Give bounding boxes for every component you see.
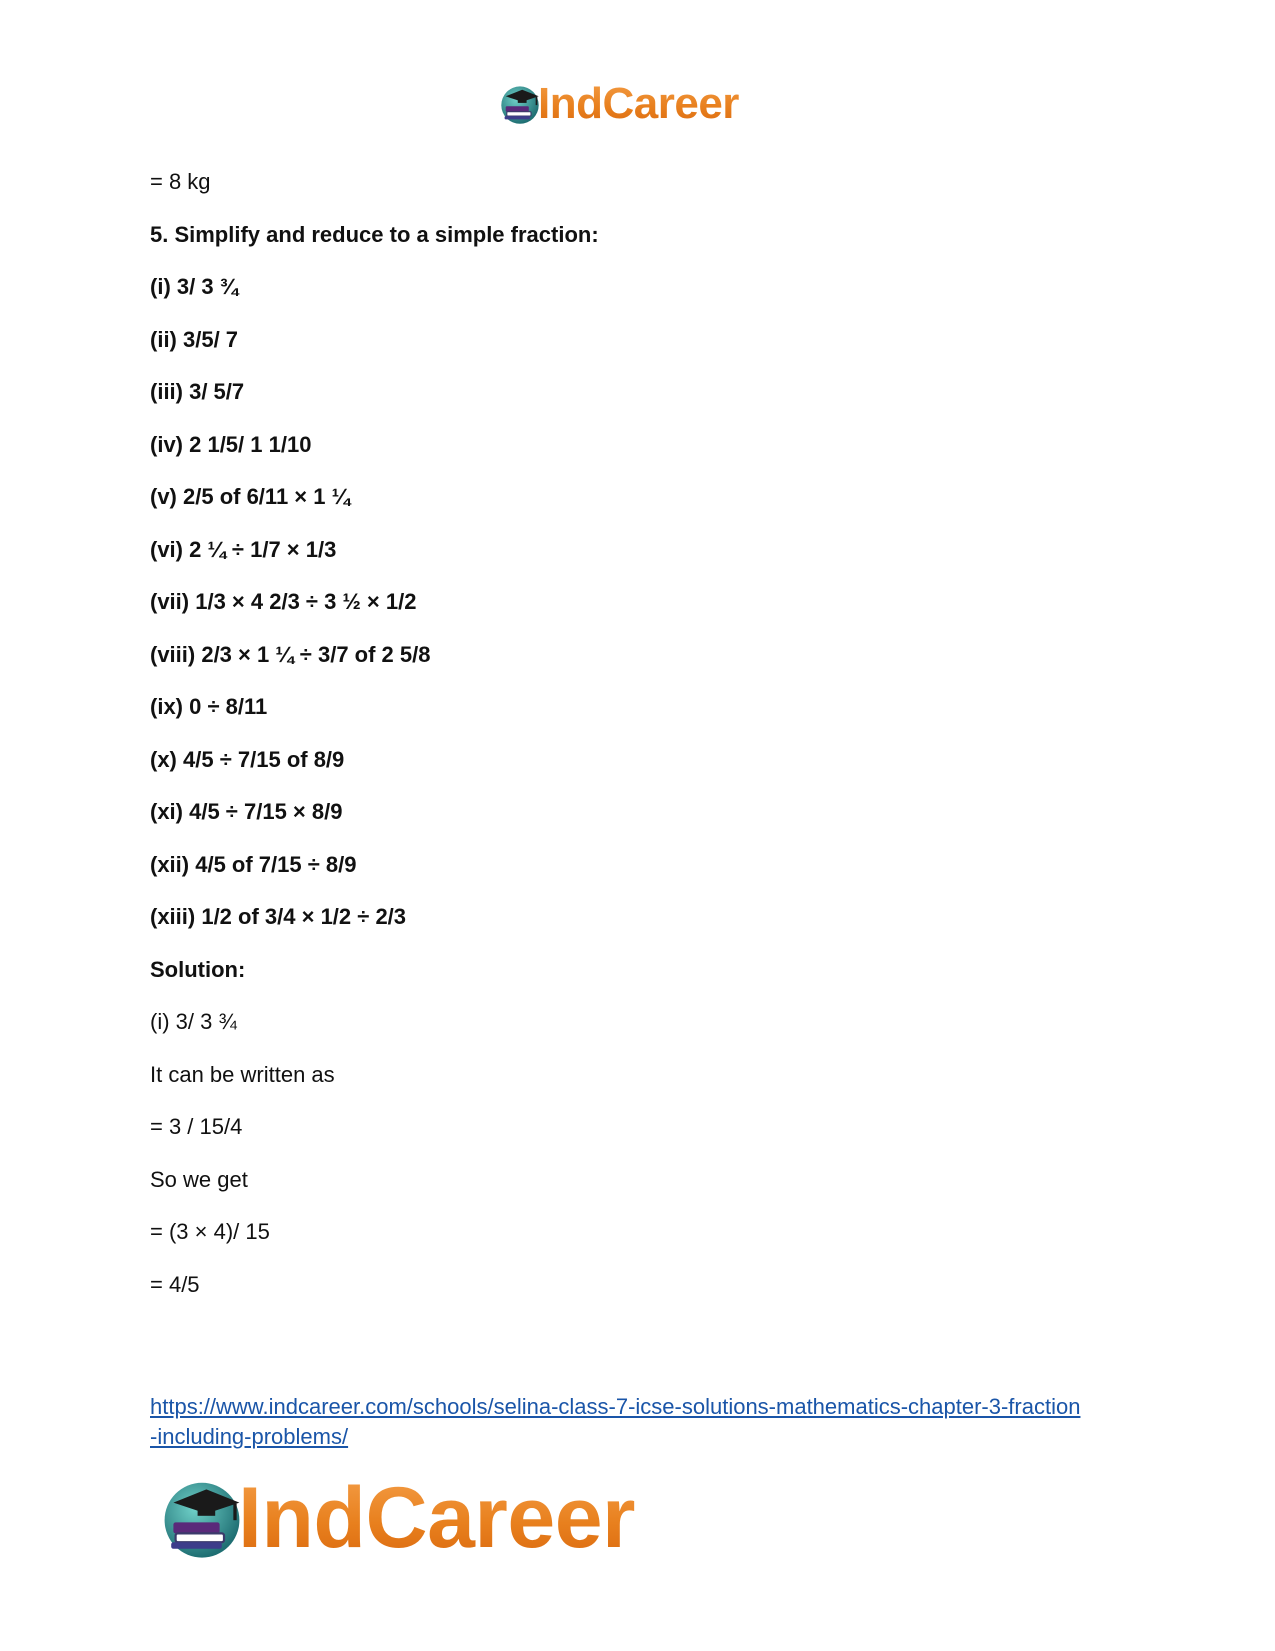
question-item: (xiii) 1/2 of 3/4 × 1/2 ÷ 2/3	[150, 904, 407, 929]
solution-heading: Solution:	[150, 957, 246, 982]
solution-line: = (3 × 4)/ 15	[150, 1219, 270, 1244]
question-item: (x) 4/5 ÷ 7/15 of 8/9	[150, 747, 345, 772]
source-link-line-1[interactable]: https://www.indcareer.com/schools/selina-class-7-icse-solutions-mathematics-chapter-3-fraction	[150, 1394, 1081, 1419]
question-item: (xii) 4/5 of 7/15 ÷ 8/9	[150, 852, 357, 877]
solution-line: = 4/5	[150, 1272, 200, 1297]
question-heading: 5. Simplify and reduce to a simple fraction:	[150, 222, 599, 247]
solution-line: (i) 3/ 3 ¾	[150, 1009, 237, 1034]
source-link[interactable]	[150, 1392, 1130, 1452]
question-item: (ii) 3/5/ 7	[150, 327, 239, 352]
question-item: (i) 3/ 3 ¾	[150, 274, 239, 299]
solution-line: = 3 / 15/4	[150, 1114, 243, 1139]
question-item: (ix) 0 ÷ 8/11	[150, 694, 268, 719]
text-line: = 8 kg	[150, 169, 211, 194]
question-item: (v) 2/5 of 6/11 × 1 ¼	[150, 484, 350, 509]
header-logo	[498, 76, 739, 132]
question-item: (vii) 1/3 × 4 2/3 ÷ 3 ½ × 1/2	[150, 589, 417, 614]
question-item: (iv) 2 1/5/ 1 1/10	[150, 432, 312, 457]
solution-line: It can be written as	[150, 1062, 335, 1087]
header-logo-text: IndCareer	[538, 76, 739, 132]
footer-logo	[158, 1468, 635, 1568]
graduation-globe-icon	[158, 1474, 246, 1562]
source-link-line-2[interactable]: -including-problems/	[150, 1424, 349, 1449]
question-item: (iii) 3/ 5/7	[150, 379, 245, 404]
question-item: (xi) 4/5 ÷ 7/15 × 8/9	[150, 799, 343, 824]
footer-logo-text: IndCareer	[238, 1470, 635, 1566]
solution-line: So we get	[150, 1167, 248, 1192]
question-item: (vi) 2 ¼ ÷ 1/7 × 1/3	[150, 537, 337, 562]
graduation-globe-icon	[498, 82, 542, 126]
question-item: (viii) 2/3 × 1 ¼ ÷ 3/7 of 2 5/8	[150, 642, 431, 667]
